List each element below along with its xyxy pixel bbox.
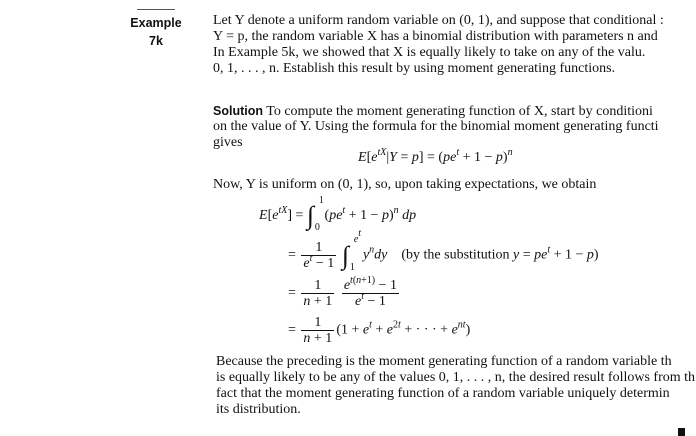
problem-line-4: 0, 1, . . . , n. Establish this result by using moment generating functions. <box>213 61 616 76</box>
solution-text-1: To compute the moment generating function of X, start by conditioni <box>266 104 653 119</box>
equation-conditional-mgf: $E[e^{tX}|Y = p] = (pe^t + 1 - p)^n$ <box>358 147 513 165</box>
equation-row-4: = $\frac{1}{n + 1}$ ($1 + e^t + e^{2t}$ + · · · + $e^{nt}$) <box>288 315 471 346</box>
closing-line-1: Because the preceding is the moment generating function of a random variable th <box>216 354 672 369</box>
example-label <box>124 14 188 50</box>
example-number: 7k <box>149 34 163 48</box>
solution-line-2: on the value of Y. Using the formula for the binomial moment generating functi <box>213 119 659 134</box>
solution-line-3: gives <box>213 135 243 150</box>
problem-line-3: In Example 5k, we showed that X is equally likely to take on any of the valu. <box>213 45 646 60</box>
closing-line-3: fact that the moment generating function of a random variable uniquely determin <box>216 386 670 401</box>
solution-line-1 <box>213 103 653 120</box>
fraction-1-over-et-minus-1: $\frac{1}{e^t - 1}$ <box>303 240 335 271</box>
equation-row-2: = $\frac{1}{e^t - 1}$ ∫ $e^t$ 1 $y^ndy$ (by the substitution $y = pe^t + 1 - p$) <box>288 227 599 273</box>
equation-row-1: $E[e^{tX}]$ = ∫ 1 0 $(pe^t + 1 - p)^n$ dp <box>259 195 417 233</box>
example-rule <box>137 9 175 10</box>
example-word: Example <box>130 16 182 30</box>
problem-line-1: Let Y denote a uniform random variable on (0, 1), and suppose that conditional : <box>213 13 664 28</box>
fraction-geometric-sum: $\frac{e^{t(n+1)} - 1}{e^t - 1}$ <box>343 275 398 309</box>
fraction-1-over-n-plus-1: $\frac{1}{n + 1}$ <box>303 278 333 309</box>
equation-row-3: = $\frac{1}{n + 1}$ $\frac{e^{t(n+1)} - 1}{e^t - 1}$ <box>288 275 398 309</box>
qed-square-icon <box>678 428 685 436</box>
integral-sign: ∫ 1 0 <box>306 195 324 233</box>
solution-heading: Solution <box>213 104 263 118</box>
eq1-lhs: $E[e^{tX}|Y = p]$ <box>358 147 424 165</box>
closing-line-2: is equally likely to be any of the values 0, 1, . . . , n, the desired result follows from th <box>216 370 696 385</box>
problem-line-2: Y = p, the random variable X has a binomial distribution with parameters n and <box>213 29 658 44</box>
fraction-1-over-n-plus-1-b: $\frac{1}{n + 1}$ <box>303 315 333 346</box>
solution-line-4: Now, Y is uniform on (0, 1), so, upon taking expectations, we obtain <box>213 177 597 192</box>
closing-line-4: its distribution. <box>216 402 301 417</box>
integral-sign-2: ∫ $e^t$ 1 <box>341 227 362 273</box>
